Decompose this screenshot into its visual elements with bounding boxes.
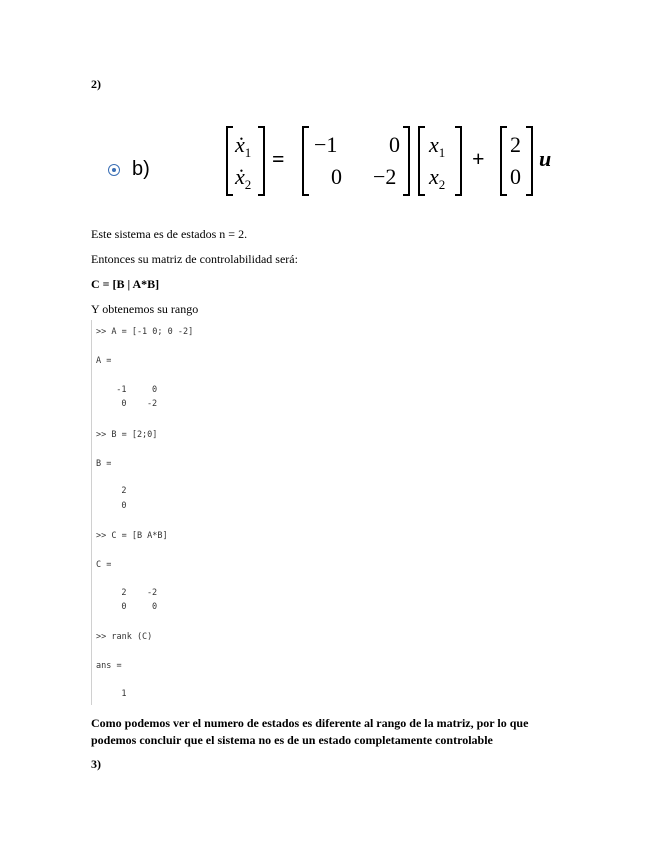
section-heading-3: 3)	[91, 757, 101, 771]
paragraph-states: Este sistema es de estados n = 2.	[91, 227, 248, 241]
output-row: 2	[106, 486, 127, 496]
matlab-output	[91, 320, 292, 705]
matrix-a-cell: −1	[314, 132, 338, 157]
conclusion-line-1: Como podemos ver el numero de estados es diferente al rango de la matriz, por lo que	[91, 716, 529, 730]
paragraph-controllability: Entonces su matriz de controlabilidad será:	[91, 252, 298, 266]
left-bracket	[418, 126, 425, 196]
x-top: $x_1$	[429, 132, 446, 160]
radio-button-icon[interactable]	[108, 164, 120, 176]
output-value: 1	[106, 689, 127, 699]
equals-sign: =	[272, 146, 285, 171]
controllability-formula: C = [B | A*B]	[91, 277, 160, 291]
output-label: C =	[96, 560, 112, 570]
command-line: >> A = [-1 0; 0 -2]	[96, 327, 194, 337]
right-bracket	[455, 126, 462, 196]
matrix-b-cell: 2	[510, 132, 521, 157]
paragraph-rank: Y obtenemos su rango	[91, 302, 199, 316]
output-row: 0 -2	[106, 399, 158, 409]
output-row: 0 0	[106, 602, 158, 612]
right-bracket	[526, 126, 533, 196]
output-row: 2 -2	[106, 588, 158, 598]
output-label: A =	[96, 356, 112, 366]
matrix-b-cell: 0	[510, 164, 521, 189]
plus-sign: +	[472, 146, 485, 171]
matrix-a-cell: 0	[389, 132, 400, 157]
left-bracket	[500, 126, 507, 196]
output-row: 0	[106, 501, 127, 511]
right-bracket	[258, 126, 265, 196]
matrix-a-cell: −2	[373, 164, 397, 189]
output-row: -1 0	[106, 385, 158, 395]
left-bracket	[226, 126, 233, 196]
right-bracket	[403, 126, 410, 196]
command-line: >> B = [2;0]	[96, 430, 158, 440]
command-line: >> rank (C)	[96, 632, 153, 642]
conclusion-line-2: podemos concluir que el sistema no es de un estado completamente controlable	[91, 733, 493, 747]
matrix-a-cell: 0	[331, 164, 342, 189]
option-label: b)	[132, 158, 150, 180]
lhs-bottom: ẋ$_2$	[235, 164, 252, 192]
x-bottom: $x_2$	[429, 164, 446, 192]
lhs-top: ẋ$_1$	[235, 132, 252, 160]
input-u: u	[539, 146, 552, 171]
section-heading-2: 2)	[91, 77, 101, 91]
output-label: B =	[96, 459, 112, 469]
output-label: ans =	[96, 661, 122, 671]
command-line: >> C = [B A*B]	[96, 531, 168, 541]
left-bracket	[302, 126, 309, 196]
